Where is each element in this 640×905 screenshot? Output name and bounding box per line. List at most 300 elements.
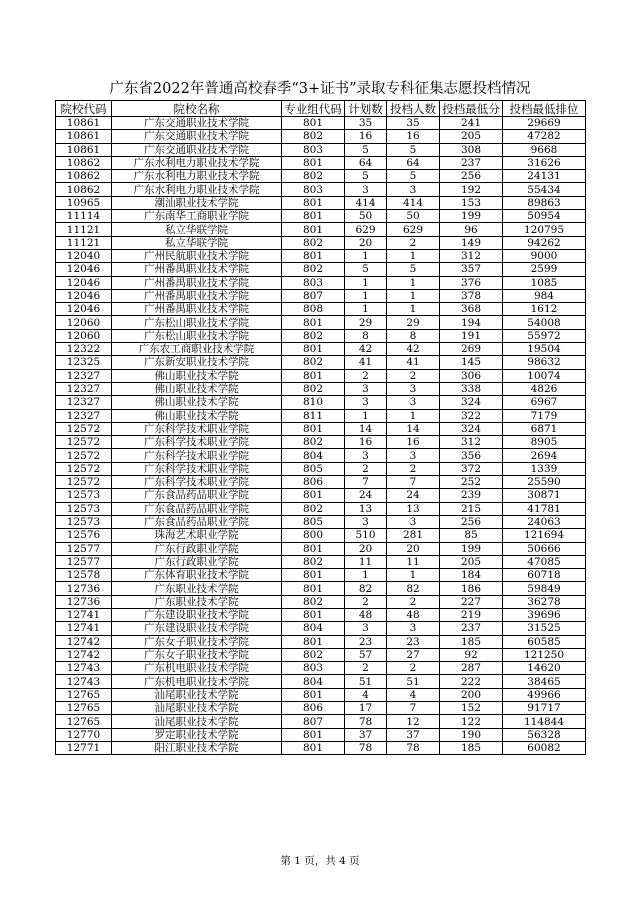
- min-rank-cell: 30871: [503, 489, 586, 502]
- min-rank-cell: 114844: [503, 715, 586, 728]
- school-code-cell: 10862: [56, 156, 112, 169]
- min-score-cell: 378: [440, 289, 503, 302]
- school-name-cell: 广东科学技术职业学院: [112, 422, 282, 435]
- plan-count-cell: 4: [345, 688, 387, 701]
- school-name-cell: 广东科学技术职业学院: [112, 449, 282, 462]
- min-score-cell: 312: [440, 249, 503, 262]
- school-name-cell: 佛山职业技术学院: [112, 396, 282, 409]
- min-score-cell: 186: [440, 582, 503, 595]
- school-code-cell: 12765: [56, 702, 112, 715]
- min-score-cell: 241: [440, 117, 503, 130]
- group-code-cell: 802: [282, 595, 345, 608]
- school-code-cell: 12572: [56, 462, 112, 475]
- min-score-cell: 312: [440, 436, 503, 449]
- group-code-cell: 806: [282, 476, 345, 489]
- table-row: [56, 715, 586, 728]
- plan-count-cell: 16: [345, 436, 387, 449]
- min-rank-cell: 47282: [503, 130, 586, 143]
- school-code-cell: 10861: [56, 117, 112, 130]
- plan-count-cell: 8: [345, 329, 387, 342]
- table-row: [56, 143, 586, 156]
- admitted-count-cell: 1: [387, 276, 440, 289]
- group-code-cell: 807: [282, 715, 345, 728]
- column-header-group-code: 专业组代码: [282, 101, 345, 117]
- min-rank-cell: 49966: [503, 688, 586, 701]
- school-name-cell: 广东职业技术学院: [112, 595, 282, 608]
- school-name-cell: 广东机电职业技术学院: [112, 675, 282, 688]
- min-score-cell: 237: [440, 622, 503, 635]
- school-code-cell: 12765: [56, 688, 112, 701]
- min-score-cell: 200: [440, 688, 503, 701]
- school-name-cell: 广东交通职业技术学院: [112, 117, 282, 130]
- min-rank-cell: 14620: [503, 662, 586, 675]
- plan-count-cell: 3: [345, 622, 387, 635]
- admitted-count-cell: 1: [387, 409, 440, 422]
- admitted-count-cell: 24: [387, 489, 440, 502]
- min-rank-cell: 60082: [503, 741, 586, 754]
- min-rank-cell: 31626: [503, 156, 586, 169]
- school-code-cell: 12736: [56, 595, 112, 608]
- min-score-cell: 152: [440, 702, 503, 715]
- table-header-row: [56, 101, 586, 117]
- admitted-count-cell: 42: [387, 343, 440, 356]
- table-row: [56, 595, 586, 608]
- plan-count-cell: 1: [345, 276, 387, 289]
- school-name-cell: 汕尾职业技术学院: [112, 688, 282, 701]
- group-code-cell: 804: [282, 449, 345, 462]
- group-code-cell: 801: [282, 569, 345, 582]
- school-code-cell: 12573: [56, 515, 112, 528]
- group-code-cell: 801: [282, 223, 345, 236]
- school-code-cell: 10862: [56, 183, 112, 196]
- admitted-count-cell: 11: [387, 555, 440, 568]
- min-rank-cell: 24131: [503, 170, 586, 183]
- table-row: [56, 382, 586, 395]
- group-code-cell: 802: [282, 130, 345, 143]
- school-name-cell: 广东体育职业技术学院: [112, 569, 282, 582]
- school-name-cell: 广东行政职业学院: [112, 542, 282, 555]
- plan-count-cell: 13: [345, 502, 387, 515]
- min-score-cell: 269: [440, 343, 503, 356]
- school-code-cell: 11114: [56, 210, 112, 223]
- school-code-cell: 12327: [56, 396, 112, 409]
- column-header-min-score: 投档最低分: [440, 101, 503, 117]
- min-score-cell: 122: [440, 715, 503, 728]
- plan-count-cell: 2: [345, 662, 387, 675]
- group-code-cell: 810: [282, 396, 345, 409]
- school-code-cell: 12576: [56, 529, 112, 542]
- plan-count-cell: 3: [345, 183, 387, 196]
- min-score-cell: 96: [440, 223, 503, 236]
- plan-count-cell: 48: [345, 608, 387, 621]
- table-row: [56, 555, 586, 568]
- min-rank-cell: 6967: [503, 396, 586, 409]
- school-code-cell: 10965: [56, 196, 112, 209]
- school-name-cell: 广州番禺职业技术学院: [112, 303, 282, 316]
- plan-count-cell: 5: [345, 170, 387, 183]
- admitted-count-cell: 7: [387, 476, 440, 489]
- min-score-cell: 376: [440, 276, 503, 289]
- school-code-cell: 12572: [56, 449, 112, 462]
- admitted-count-cell: 8: [387, 329, 440, 342]
- admitted-count-cell: 1: [387, 569, 440, 582]
- school-code-cell: 11121: [56, 223, 112, 236]
- min-score-cell: 199: [440, 210, 503, 223]
- min-score-cell: 237: [440, 156, 503, 169]
- group-code-cell: 803: [282, 143, 345, 156]
- school-code-cell: 12741: [56, 622, 112, 635]
- plan-count-cell: 1: [345, 569, 387, 582]
- table-row: [56, 702, 586, 715]
- group-code-cell: 803: [282, 276, 345, 289]
- table-row: [56, 462, 586, 475]
- min-rank-cell: 55972: [503, 329, 586, 342]
- column-header-school-name: 院校名称: [112, 101, 282, 117]
- min-score-cell: 324: [440, 422, 503, 435]
- admitted-count-cell: 3: [387, 396, 440, 409]
- min-rank-cell: 36278: [503, 595, 586, 608]
- min-score-cell: 308: [440, 143, 503, 156]
- school-name-cell: 广东水利电力职业技术学院: [112, 183, 282, 196]
- plan-count-cell: 2: [345, 462, 387, 475]
- group-code-cell: 801: [282, 741, 345, 754]
- admitted-count-cell: 3: [387, 183, 440, 196]
- min-rank-cell: 38465: [503, 675, 586, 688]
- group-code-cell: 801: [282, 635, 345, 648]
- group-code-cell: 802: [282, 356, 345, 369]
- min-score-cell: 372: [440, 462, 503, 475]
- min-rank-cell: 39696: [503, 608, 586, 621]
- school-code-cell: 12578: [56, 569, 112, 582]
- school-name-cell: 广州番禺职业技术学院: [112, 289, 282, 302]
- admitted-count-cell: 16: [387, 130, 440, 143]
- school-code-cell: 12327: [56, 409, 112, 422]
- group-code-cell: 801: [282, 210, 345, 223]
- plan-count-cell: 24: [345, 489, 387, 502]
- group-code-cell: 801: [282, 489, 345, 502]
- column-header-school-code: 院校代码: [56, 101, 112, 117]
- school-name-cell: 汕尾职业技术学院: [112, 702, 282, 715]
- group-code-cell: 804: [282, 675, 345, 688]
- table-row: [56, 170, 586, 183]
- min-score-cell: 227: [440, 595, 503, 608]
- group-code-cell: 802: [282, 236, 345, 249]
- page-title: 广东省2022年普通高校春季“3+证书”录取专科征集志愿投档情况: [109, 81, 531, 97]
- table-row: [56, 196, 586, 209]
- min-rank-cell: 7179: [503, 409, 586, 422]
- plan-count-cell: 23: [345, 635, 387, 648]
- plan-count-cell: 2: [345, 369, 387, 382]
- school-name-cell: 广东机电职业技术学院: [112, 662, 282, 675]
- group-code-cell: 801: [282, 343, 345, 356]
- table-row: [56, 356, 586, 369]
- table-row: [56, 622, 586, 635]
- school-code-cell: 11121: [56, 236, 112, 249]
- plan-count-cell: 29: [345, 316, 387, 329]
- school-name-cell: 广东交通职业技术学院: [112, 143, 282, 156]
- school-code-cell: 12577: [56, 542, 112, 555]
- admitted-count-cell: 14: [387, 422, 440, 435]
- plan-count-cell: 20: [345, 542, 387, 555]
- group-code-cell: 802: [282, 382, 345, 395]
- admitted-count-cell: 35: [387, 117, 440, 130]
- table-row: [56, 476, 586, 489]
- school-code-cell: 12573: [56, 502, 112, 515]
- plan-count-cell: 17: [345, 702, 387, 715]
- school-name-cell: 私立华联学院: [112, 223, 282, 236]
- school-name-cell: 广东食品药品职业学院: [112, 502, 282, 515]
- min-rank-cell: 50666: [503, 542, 586, 555]
- plan-count-cell: 11: [345, 555, 387, 568]
- school-code-cell: 12741: [56, 608, 112, 621]
- table-row: [56, 608, 586, 621]
- min-rank-cell: 56328: [503, 728, 586, 741]
- table-row: [56, 396, 586, 409]
- admitted-count-cell: 3: [387, 515, 440, 528]
- min-rank-cell: 19504: [503, 343, 586, 356]
- table-row: [56, 223, 586, 236]
- min-rank-cell: 8905: [503, 436, 586, 449]
- plan-count-cell: 3: [345, 396, 387, 409]
- school-code-cell: 10861: [56, 143, 112, 156]
- school-name-cell: 佛山职业技术学院: [112, 409, 282, 422]
- min-rank-cell: 31525: [503, 622, 586, 635]
- table-row: [56, 728, 586, 741]
- plan-count-cell: 20: [345, 236, 387, 249]
- table-row: [56, 316, 586, 329]
- group-code-cell: 808: [282, 303, 345, 316]
- admitted-count-cell: 2: [387, 595, 440, 608]
- school-name-cell: 广东新安职业技术学院: [112, 356, 282, 369]
- admitted-count-cell: 48: [387, 608, 440, 621]
- school-code-cell: 12771: [56, 741, 112, 754]
- group-code-cell: 802: [282, 263, 345, 276]
- min-score-cell: 219: [440, 608, 503, 621]
- plan-count-cell: 7: [345, 476, 387, 489]
- school-name-cell: 潮汕职业技术学院: [112, 196, 282, 209]
- school-name-cell: 广东食品药品职业学院: [112, 489, 282, 502]
- school-name-cell: 佛山职业技术学院: [112, 369, 282, 382]
- min-score-cell: 239: [440, 489, 503, 502]
- plan-count-cell: 57: [345, 648, 387, 661]
- min-rank-cell: 94262: [503, 236, 586, 249]
- admitted-count-cell: 27: [387, 648, 440, 661]
- admitted-count-cell: 1: [387, 249, 440, 262]
- admitted-count-cell: 20: [387, 542, 440, 555]
- school-name-cell: 罗定职业技术学院: [112, 728, 282, 741]
- group-code-cell: 807: [282, 289, 345, 302]
- group-code-cell: 804: [282, 622, 345, 635]
- min-rank-cell: 1612: [503, 303, 586, 316]
- group-code-cell: 801: [282, 582, 345, 595]
- min-score-cell: 368: [440, 303, 503, 316]
- plan-count-cell: 1: [345, 303, 387, 316]
- table-row: [56, 183, 586, 196]
- plan-count-cell: 64: [345, 156, 387, 169]
- school-code-cell: 12743: [56, 675, 112, 688]
- admitted-count-cell: 29: [387, 316, 440, 329]
- plan-count-cell: 50: [345, 210, 387, 223]
- admitted-count-cell: 50: [387, 210, 440, 223]
- school-name-cell: 广东建设职业技术学院: [112, 608, 282, 621]
- column-header-plan-count: 计划数: [345, 101, 387, 117]
- min-score-cell: 145: [440, 356, 503, 369]
- plan-count-cell: 5: [345, 263, 387, 276]
- min-score-cell: 287: [440, 662, 503, 675]
- school-code-cell: 12742: [56, 635, 112, 648]
- school-name-cell: 广东职业技术学院: [112, 582, 282, 595]
- table-row: [56, 648, 586, 661]
- min-rank-cell: 47085: [503, 555, 586, 568]
- table-row: [56, 343, 586, 356]
- min-score-cell: 92: [440, 648, 503, 661]
- admitted-count-cell: 5: [387, 263, 440, 276]
- min-rank-cell: 41781: [503, 502, 586, 515]
- admitted-count-cell: 82: [387, 582, 440, 595]
- min-rank-cell: 59849: [503, 582, 586, 595]
- group-code-cell: 801: [282, 196, 345, 209]
- group-code-cell: 801: [282, 117, 345, 130]
- min-rank-cell: 98632: [503, 356, 586, 369]
- column-header-admitted-count: 投档人数: [387, 101, 440, 117]
- min-score-cell: 184: [440, 569, 503, 582]
- group-code-cell: 802: [282, 436, 345, 449]
- school-name-cell: 广东农工商职业技术学院: [112, 343, 282, 356]
- min-rank-cell: 9668: [503, 143, 586, 156]
- admitted-count-cell: 5: [387, 143, 440, 156]
- admitted-count-cell: 2: [387, 369, 440, 382]
- group-code-cell: 801: [282, 369, 345, 382]
- plan-count-cell: 42: [345, 343, 387, 356]
- plan-count-cell: 1: [345, 249, 387, 262]
- admitted-count-cell: 3: [387, 622, 440, 635]
- group-code-cell: 802: [282, 329, 345, 342]
- school-name-cell: 私立华联学院: [112, 236, 282, 249]
- min-rank-cell: 91717: [503, 702, 586, 715]
- min-rank-cell: 9000: [503, 249, 586, 262]
- table-row: [56, 303, 586, 316]
- admitted-count-cell: 64: [387, 156, 440, 169]
- min-score-cell: 215: [440, 502, 503, 515]
- min-rank-cell: 2599: [503, 263, 586, 276]
- group-code-cell: 803: [282, 183, 345, 196]
- table-row: [56, 289, 586, 302]
- admitted-count-cell: 3: [387, 449, 440, 462]
- plan-count-cell: 510: [345, 529, 387, 542]
- group-code-cell: 802: [282, 555, 345, 568]
- school-code-cell: 12046: [56, 263, 112, 276]
- school-name-cell: 广东松山职业技术学院: [112, 316, 282, 329]
- admitted-count-cell: 629: [387, 223, 440, 236]
- plan-count-cell: 414: [345, 196, 387, 209]
- min-score-cell: 322: [440, 409, 503, 422]
- min-score-cell: 153: [440, 196, 503, 209]
- school-name-cell: 广东建设职业技术学院: [112, 622, 282, 635]
- school-name-cell: 广东松山职业技术学院: [112, 329, 282, 342]
- admission-table: [55, 100, 586, 755]
- school-name-cell: 广东水利电力职业技术学院: [112, 170, 282, 183]
- school-code-cell: 12327: [56, 382, 112, 395]
- plan-count-cell: 37: [345, 728, 387, 741]
- school-name-cell: 广东行政职业学院: [112, 555, 282, 568]
- plan-count-cell: 35: [345, 117, 387, 130]
- school-code-cell: 12040: [56, 249, 112, 262]
- plan-count-cell: 3: [345, 515, 387, 528]
- min-rank-cell: 2694: [503, 449, 586, 462]
- plan-count-cell: 78: [345, 741, 387, 754]
- school-code-cell: 12322: [56, 343, 112, 356]
- admitted-count-cell: 78: [387, 741, 440, 754]
- school-code-cell: 12736: [56, 582, 112, 595]
- school-code-cell: 12742: [56, 648, 112, 661]
- table-row: [56, 502, 586, 515]
- min-rank-cell: 1339: [503, 462, 586, 475]
- min-score-cell: 185: [440, 741, 503, 754]
- school-name-cell: 广州民航职业技术学院: [112, 249, 282, 262]
- group-code-cell: 801: [282, 728, 345, 741]
- table-row: [56, 249, 586, 262]
- min-rank-cell: 60585: [503, 635, 586, 648]
- min-rank-cell: 25590: [503, 476, 586, 489]
- table-row: [56, 515, 586, 528]
- school-name-cell: 珠海艺术职业学院: [112, 529, 282, 542]
- group-code-cell: 806: [282, 702, 345, 715]
- min-score-cell: 356: [440, 449, 503, 462]
- table-row: [56, 542, 586, 555]
- school-name-cell: 广东科学技术职业学院: [112, 462, 282, 475]
- school-code-cell: 12327: [56, 369, 112, 382]
- group-code-cell: 801: [282, 316, 345, 329]
- admitted-count-cell: 16: [387, 436, 440, 449]
- admitted-count-cell: 41: [387, 356, 440, 369]
- table-row: [56, 263, 586, 276]
- group-code-cell: 801: [282, 422, 345, 435]
- plan-count-cell: 82: [345, 582, 387, 595]
- min-rank-cell: 89863: [503, 196, 586, 209]
- min-score-cell: 357: [440, 263, 503, 276]
- min-rank-cell: 1085: [503, 276, 586, 289]
- school-name-cell: 佛山职业技术学院: [112, 382, 282, 395]
- plan-count-cell: 3: [345, 382, 387, 395]
- school-name-cell: 广东科学技术职业学院: [112, 476, 282, 489]
- school-name-cell: 广东食品药品职业学院: [112, 515, 282, 528]
- school-name-cell: 广州番禺职业技术学院: [112, 263, 282, 276]
- table-row: [56, 662, 586, 675]
- min-score-cell: 194: [440, 316, 503, 329]
- table-body: [56, 117, 586, 755]
- min-score-cell: 190: [440, 728, 503, 741]
- min-score-cell: 256: [440, 170, 503, 183]
- plan-count-cell: 3: [345, 449, 387, 462]
- column-header-min-rank: 投档最低排位: [503, 101, 586, 117]
- group-code-cell: 801: [282, 156, 345, 169]
- min-rank-cell: 54008: [503, 316, 586, 329]
- plan-count-cell: 41: [345, 356, 387, 369]
- min-score-cell: 338: [440, 382, 503, 395]
- school-code-cell: 12573: [56, 489, 112, 502]
- group-code-cell: 801: [282, 608, 345, 621]
- admitted-count-cell: 4: [387, 688, 440, 701]
- school-code-cell: 10862: [56, 170, 112, 183]
- table-row: [56, 156, 586, 169]
- table-row: [56, 276, 586, 289]
- group-code-cell: 800: [282, 529, 345, 542]
- school-code-cell: 12046: [56, 289, 112, 302]
- admitted-count-cell: 51: [387, 675, 440, 688]
- school-code-cell: 12770: [56, 728, 112, 741]
- school-name-cell: 广东女子职业技术学院: [112, 635, 282, 648]
- min-rank-cell: 6871: [503, 422, 586, 435]
